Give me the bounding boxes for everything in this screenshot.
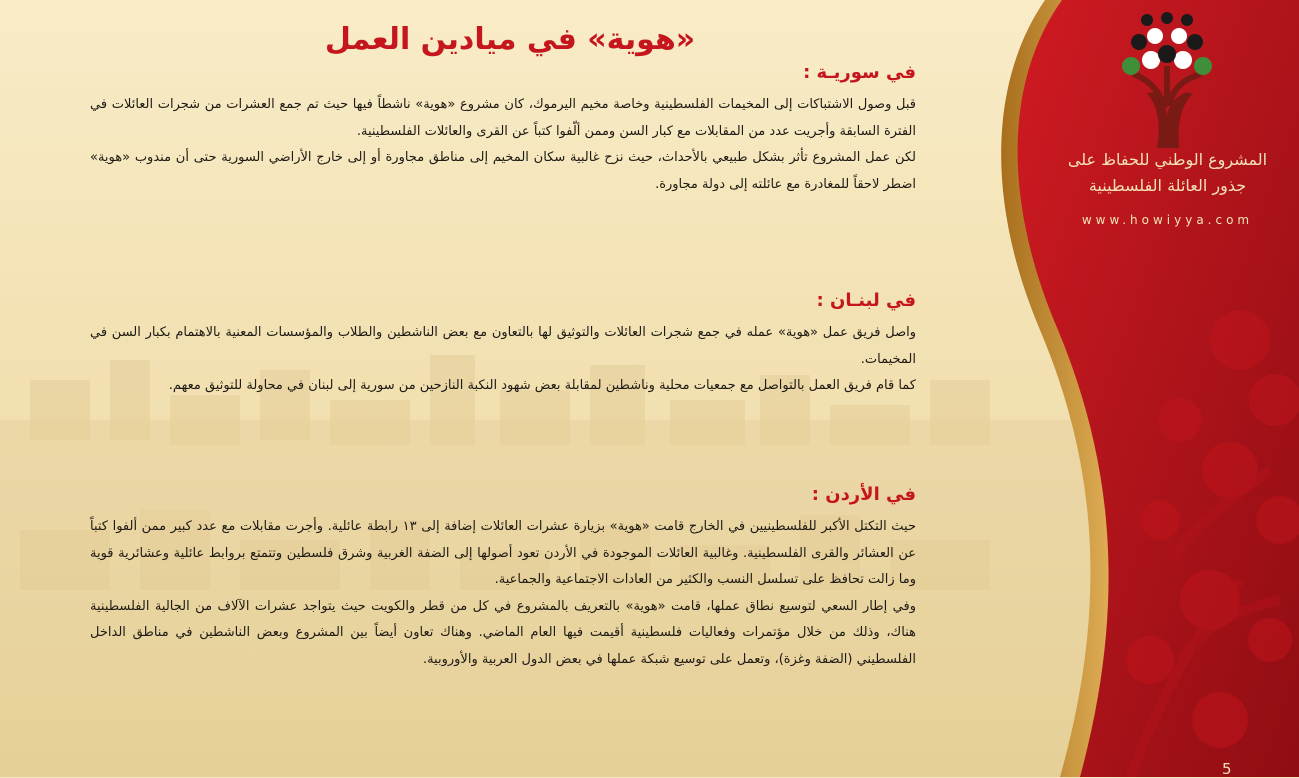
section-heading-syria: في سوريـة : — [803, 62, 916, 83]
section-syria — [90, 58, 916, 198]
section-paragraph: قبل وصول الاشتباكات إلى المخيمات الفلسطينية وخاصة مخيم اليرموك، كان مشروع «هوية» ناشطاً فيها حيث تم جمع العشرات من شجرات العائلات في الفترة السابقة وأجريت عدد من المقابلات مع كبار السن وممن ألّفوا كتباً عن القرى والعائلات الفلسطينية. — [90, 97, 916, 139]
section-paragraph: حيث التكتل الأكبر للفلسطينيين في الخارج قامت «هوية» بزيارة عشرات العائلات إضافة إلى ١٣ رابطة عائلية. وأجرت مقابلات مع عدد كبير ممن ألفوا كتباً عن العشائر والقرى الفلسطينية. وغالبية العائلات الموجودة في الأردن تعود أصولها إلى الضفة الغربية وشرق فلسطين وتتمتع بروابط عائلية وعشائرية قوية وما زالت تحافظ على تسلسل النسب والكثير من العادات الاجتماعية والجماعية. — [90, 519, 917, 588]
section-heading-lebanon: في لبنـان : — [816, 290, 916, 311]
section-paragraph: كما قام فريق العمل بالتواصل مع جمعيات محلية وناشطين لمقابلة بعض شهود النكبة النازحين من سورية إلى لبنان في محاولة للتوثيق معهم. — [168, 378, 916, 394]
section-paragraph: واصل فريق عمل «هوية» عمله في جمع شجرات العائلات والتوثيق لها بالتعاون مع بعض الناشطين والطلاب والمؤسسات المعنية بالاهتمام بكبار السن في المخيمات. — [90, 325, 916, 367]
organization-name-line2: جذور العائلة الفلسطينية — [1088, 176, 1247, 195]
family-tree-logo-icon — [1107, 8, 1227, 148]
section-jordan — [90, 480, 916, 674]
organization-name-line1: المشروع الوطني للحفاظ على — [1067, 150, 1268, 169]
section-lebanon — [90, 286, 916, 400]
section-paragraph: لكن عمل المشروع تأثر بشكل طبيعي بالأحداث، حيث نزح غالبية سكان المخيم إلى مناطق مجاورة أو إلى خارج الأراضي السورية حتى أن مندوب «هوية» اضطر لاحقاً للمغادرة مع عائلته إلى دولة مجاورة. — [90, 150, 916, 192]
organization-logo-block — [1055, 8, 1280, 238]
section-heading-jordan: في الأردن : — [811, 484, 916, 505]
website-link[interactable]: www.howiyya.com — [1081, 213, 1254, 227]
section-paragraph: وفي إطار السعي لتوسيع نطاق عملها، قامت «هوية» بالتعريف بالمشروع في كل من قطر والكويت حيث يتواجد عشرات الآلاف من الجالية الفلسطينية هناك، وذلك من خلال مؤتمرات وفعاليات فلسطينية أقيمت فيها العام الماضي. وهناك تعاون أيضاً بين المشروع وبعض الناشطين في مناطق الداخل الفلسطيني (الضفة وغزة)، وتعمل على توسيع شبكة عملها في بعض الدول العربية والأوروبية. — [90, 598, 916, 667]
page-title: «هوية» في ميادين العمل — [324, 22, 696, 58]
page-number: 5 — [1222, 760, 1232, 778]
